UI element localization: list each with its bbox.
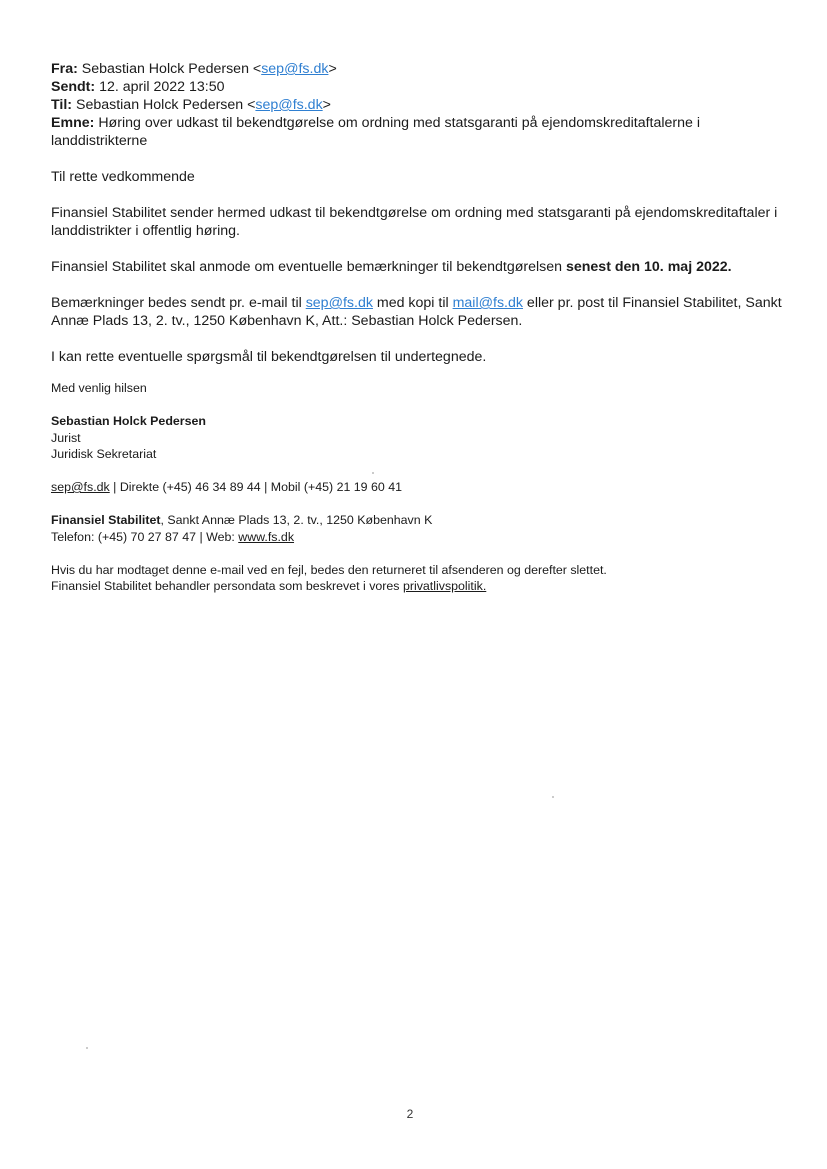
privacy-policy-link[interactable]: privatlivspolitik. (402, 579, 487, 593)
from-label: Fra: (51, 61, 78, 77)
email-header (51, 60, 791, 150)
paragraph-3-copy-email-link[interactable]: mail@fs.dk (452, 295, 523, 311)
signature-name-text: Sebastian Holck Pedersen (51, 414, 206, 428)
signature-email-link[interactable]: sep@fs.dk (51, 480, 110, 494)
to-line: Til: Sebastian Holck Pedersen <sep@fs.dk> (51, 97, 331, 113)
scan-speck (372, 472, 374, 474)
signature-title: Jurist (51, 430, 81, 445)
email-content (51, 60, 791, 595)
to-label: Til: (51, 97, 73, 113)
sent-label: Sendt: (51, 79, 96, 95)
signature-block (51, 380, 791, 595)
paragraph-3-text-c: eller pr. post til Finansiel Stabilitet, Sankt Annæ Plads 13, 2. tv., 1250 København K, Att.: Sebastian Holck Pedersen. (51, 295, 782, 329)
scan-speck (86, 1047, 88, 1049)
company-line (51, 512, 791, 529)
greeting: Til rette vedkommende (51, 169, 195, 185)
paragraph-2-text: Finansiel Stabilitet skal anmode om eventuelle bemærkninger til bekendtgørelsen (51, 259, 566, 275)
from-line: Fra: Sebastian Holck Pedersen <sep@fs.dk> (51, 61, 337, 77)
paragraph-2 (51, 258, 791, 276)
subject-value: Høring over udkast til bekendtgørelse om ordning med statsgaranti på ejendomskreditaftalerne i landdistrikterne (51, 115, 701, 149)
page-number: 2 (406, 1107, 414, 1121)
website-link[interactable]: www.fs.dk (238, 529, 295, 544)
paragraph-3-text-b: med kopi til (372, 295, 453, 311)
signature-name (51, 413, 791, 430)
deadline-text: senest den 10. maj 2022. (565, 259, 732, 275)
phone-web-line (51, 529, 791, 546)
subject-line (51, 114, 791, 150)
closing: Med venlig hilsen (51, 381, 147, 395)
contact-numbers: | Direkte (+45) 46 34 89 44 | Mobil (+45) 21 19 60 41 (109, 480, 403, 494)
disclaimer-line-2 (51, 578, 791, 595)
phone-text: Telefon: (+45) 70 27 87 47 | Web: (51, 529, 239, 544)
disclaimer-line-1: Hvis du har modtaget denne e-mail ved en fejl, bedes den returneret til afsenderen og derefter slettet. (51, 562, 607, 577)
company-address: , Sankt Annæ Plads 13, 2. tv., 1250 København K (160, 513, 433, 527)
to-email-link[interactable]: sep@fs.dk (255, 97, 323, 113)
from-name: Sebastian Holck Pedersen (81, 61, 249, 77)
subject-label: Emne: (51, 115, 95, 131)
paragraph-4: I kan rette eventuelle spørgsmål til bekendtgørelsen til undertegnede. (51, 349, 487, 365)
sent-value: 12. april 2022 13:50 (99, 79, 225, 95)
scan-speck (552, 796, 554, 798)
signature-department: Juridisk Sekretariat (51, 447, 157, 461)
paragraph-3 (51, 294, 791, 330)
contact-line (51, 479, 791, 496)
disclaimer-text: Finansiel Stabilitet behandler persondata som beskrevet i vores (51, 579, 403, 593)
paragraph-1: Finansiel Stabilitet sender hermed udkast til bekendtgørelse om ordning med statsgaranti på ejendomskreditaftaler i landdistrikter i offentlig høring. (51, 205, 778, 239)
from-email-link[interactable]: sep@fs.dk (261, 61, 329, 77)
paragraph-3-email-link[interactable]: sep@fs.dk (305, 295, 373, 311)
paragraph-3-text-a: Bemærkninger bedes sendt pr. e-mail til (51, 295, 306, 311)
sent-line (51, 78, 791, 96)
company-name: Finansiel Stabilitet (51, 513, 161, 527)
to-name: Sebastian Holck Pedersen (75, 97, 244, 113)
